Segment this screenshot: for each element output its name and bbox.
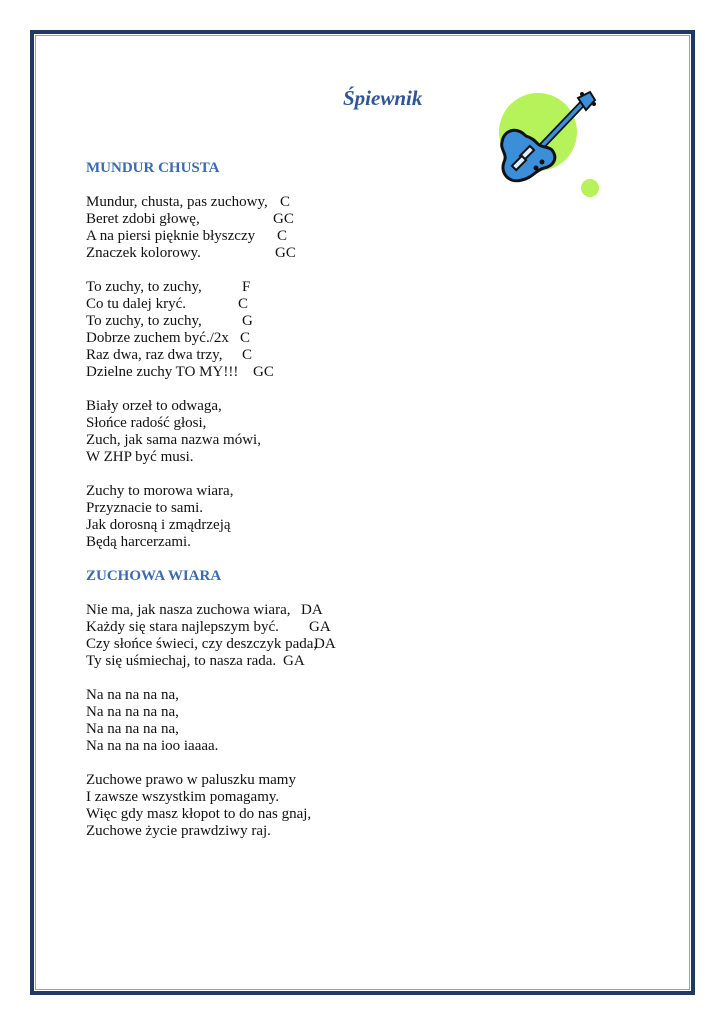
lyric-line: I zawsze wszystkim pomagamy.	[86, 789, 280, 805]
lyric-line: Przyznacie to sami.	[86, 500, 204, 516]
song-title: ZUCHOWA WIARA	[86, 568, 222, 584]
chord: DA	[314, 636, 336, 652]
chord: GA	[309, 619, 331, 635]
chord: F	[242, 279, 251, 295]
chord: G	[242, 313, 253, 329]
chord: GA	[283, 653, 305, 669]
lyric-line: Znaczek kolorowy. GC	[86, 245, 296, 261]
stanza	[86, 483, 506, 551]
stanza	[86, 194, 506, 262]
song-zuchowa-wiara	[86, 568, 506, 840]
stanza	[86, 687, 506, 755]
chord: C	[277, 228, 288, 244]
stanza	[86, 772, 506, 840]
lyric-line: Biały orzeł to odwaga,	[86, 398, 222, 414]
lyric-line: Na na na na ioo iaaaa.	[86, 738, 219, 754]
lyric-line: Na na na na na,	[86, 721, 179, 737]
lyric-line: Zuchowe prawo w paluszku mamy	[86, 772, 296, 788]
stanza	[86, 398, 506, 466]
page-title: Śpiewnik	[343, 86, 423, 110]
chord: C	[238, 296, 249, 312]
chord: C	[280, 194, 291, 210]
lyric-line: Beret zdobi głowę, GC	[86, 211, 294, 227]
lyric-line: To zuchy, to zuchy, F	[86, 279, 251, 295]
lyric-line: Czy słońce świeci, czy deszczyk pada, DA	[86, 636, 336, 652]
chord: C	[242, 347, 253, 363]
lyric-line: Więc gdy masz kłopot to do nas gnaj,	[86, 806, 312, 822]
lyric-line: Raz dwa, raz dwa trzy, C	[86, 347, 253, 363]
chord: GC	[273, 211, 294, 227]
song-mundur-chusta	[86, 160, 506, 551]
lyric-line: A na piersi pięknie błyszczy C	[86, 228, 288, 244]
lyric-line: To zuchy, to zuchy, G	[86, 313, 253, 329]
lyric-line: Mundur, chusta, pas zuchowy, C	[86, 194, 291, 210]
chord: C	[240, 330, 251, 346]
guitar-backdrop-dot	[581, 179, 599, 197]
stanza	[86, 279, 506, 381]
lyric-line: Jak dorosną i zmądrzeją	[86, 517, 231, 533]
songbook-content	[86, 160, 506, 840]
stanza	[86, 602, 506, 670]
lyric-line: Zuchowe życie prawdziwy raj.	[86, 823, 271, 839]
lyric-line: Dzielne zuchy TO MY!!! GC	[86, 364, 274, 380]
song-title: MUNDUR CHUSTA	[86, 160, 220, 176]
lyric-line: Nie ma, jak nasza zuchowa wiara, DA	[86, 602, 323, 618]
lyric-line: Będą harcerzami.	[86, 534, 191, 550]
lyric-line: Co tu dalej kryć. C	[86, 296, 249, 312]
lyric-line: Każdy się stara najlepszym być. GA	[86, 619, 331, 635]
lyric-line: Słońce radość głosi,	[86, 415, 207, 431]
lyric-line: Dobrze zuchem być./2x C	[86, 330, 251, 346]
lyric-line: Na na na na na,	[86, 687, 179, 703]
lyric-line: Zuch, jak sama nazwa mówi,	[86, 432, 261, 448]
chord: GC	[275, 245, 296, 261]
chord: DA	[301, 602, 323, 618]
lyric-line: Zuchy to morowa wiara,	[86, 483, 234, 499]
chord: GC	[253, 364, 274, 380]
lyric-line: Na na na na na,	[86, 704, 179, 720]
lyric-line: W ZHP być musi.	[86, 449, 194, 465]
lyric-line: Ty się uśmiechaj, to nasza rada. GA	[86, 653, 305, 669]
